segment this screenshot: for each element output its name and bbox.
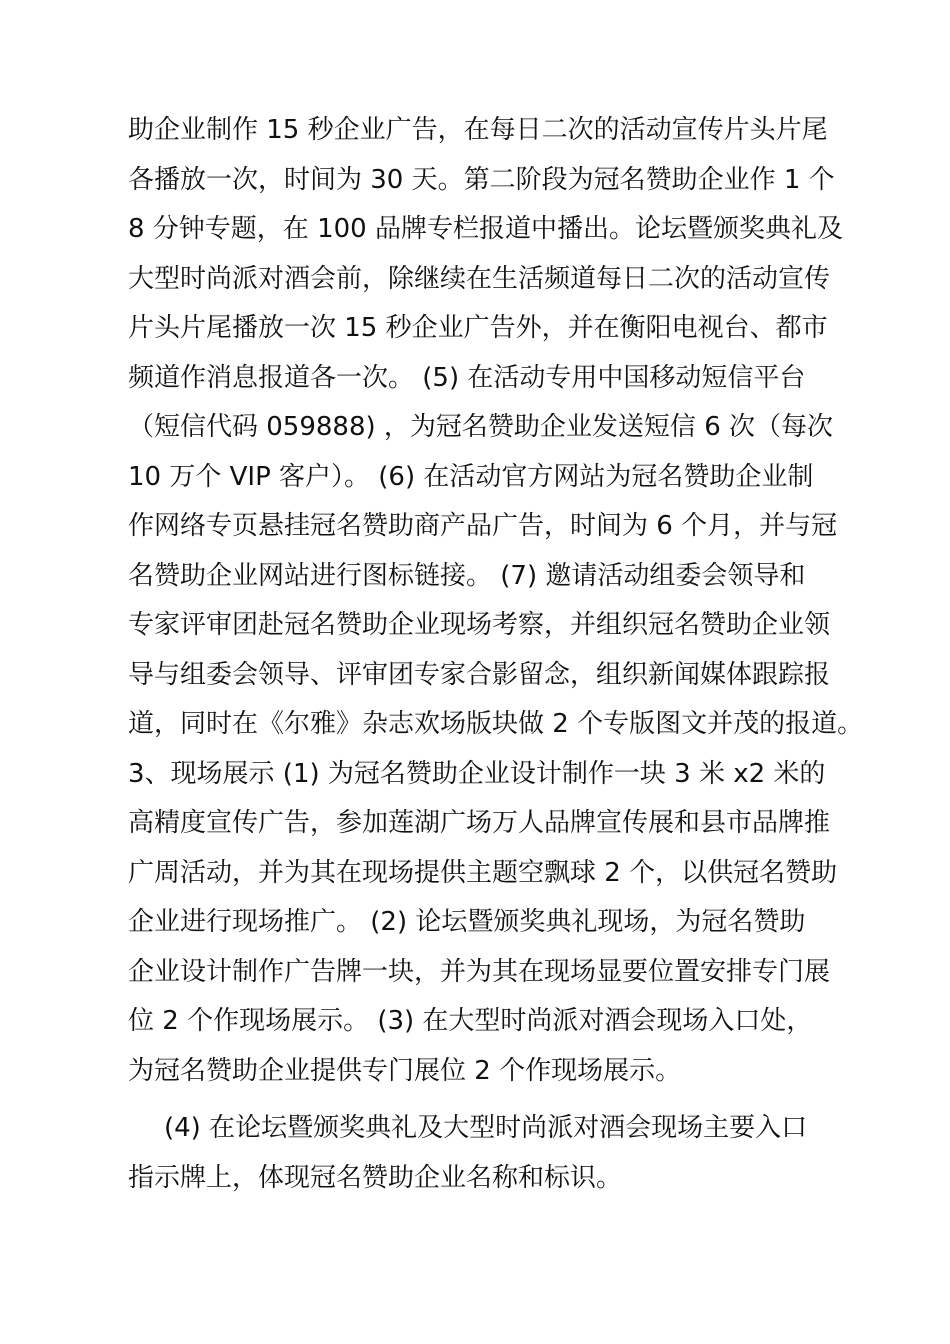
paragraph-2 [128,1104,868,1203]
text-line: 10 万个 VIP 客户）。 (6) 在活动官方网站为冠名赞助企业制 [128,461,814,492]
text-line: 广周活动，并为其在现场提供主题空飘球 2 个，以供冠名赞助 [128,857,838,888]
text-line: 高精度宣传广告，参加莲湖广场万人品牌宣传展和县市品牌推 [128,808,831,838]
text-line: (4) 在论坛暨颁奖典礼及大型时尚派对酒会现场主要入口 [164,1113,808,1143]
text-line: 各播放一次，时间为 30 天。第二阶段为冠名赞助企业作 1 个 [128,164,835,195]
text-line: 道，同时在《尔雅》杂志欢场版块做 2 个专版图文并茂的报道。 [128,709,864,739]
text-line: 3、现场展示 (1) 为冠名赞助企业设计制作一块 3 米 x2 米的 [128,758,826,789]
text-line: 导与组委会领导、评审团专家合影留念，组织新闻媒体跟踪报 [128,659,831,690]
text-line: 片头片尾播放一次 15 秒企业广告外，并在衡阳电视台、都市 [128,313,828,343]
text-line: 大型时尚派对酒会前，除继续在生活频道每日二次的活动宣传 [128,263,831,294]
text-line: 专家评审团赴冠名赞助企业现场考察，并组织冠名赞助企业领 [128,610,831,640]
text-line: 助企业制作 15 秒企业广告，在每日二次的活动宣传片头片尾 [128,115,828,145]
text-line: 作网络专页悬挂冠名赞助商产品广告，时间为 6 个月，并与冠 [128,511,838,541]
text-line: 企业进行现场推广。 (2) 论坛暨颁奖典礼现场，为冠名赞助 [128,907,806,937]
document-body [128,106,868,1203]
text-line: 企业设计制作广告牌一块，并为其在现场显要位置安排专门展 [128,956,831,987]
text-line: 8 分钟专题，在 100 品牌专栏报道中播出。论坛暨颁奖典礼及 [128,214,843,244]
text-line: 频道作消息报道各一次。 (5) 在活动专用中国移动短信平台 [128,362,806,393]
paragraph-gap [128,1096,868,1104]
text-line: 指示牌上，体现冠名赞助企业名称和标识。 [128,1162,623,1193]
text-line: 位 2 个作现场展示。 (3) 在大型时尚派对酒会现场入口处， [128,1006,813,1036]
text-line: （短信代码 059888) ，为冠名赞助企业发送短信 6 次（每次 [128,412,833,442]
text-line: 为冠名赞助企业提供专门展位 2 个作现场展示。 [128,1055,682,1086]
text-line: 名赞助企业网站进行图标链接。 (7) 邀请活动组委会领导和 [128,560,806,591]
paragraph-1 [128,106,868,1096]
